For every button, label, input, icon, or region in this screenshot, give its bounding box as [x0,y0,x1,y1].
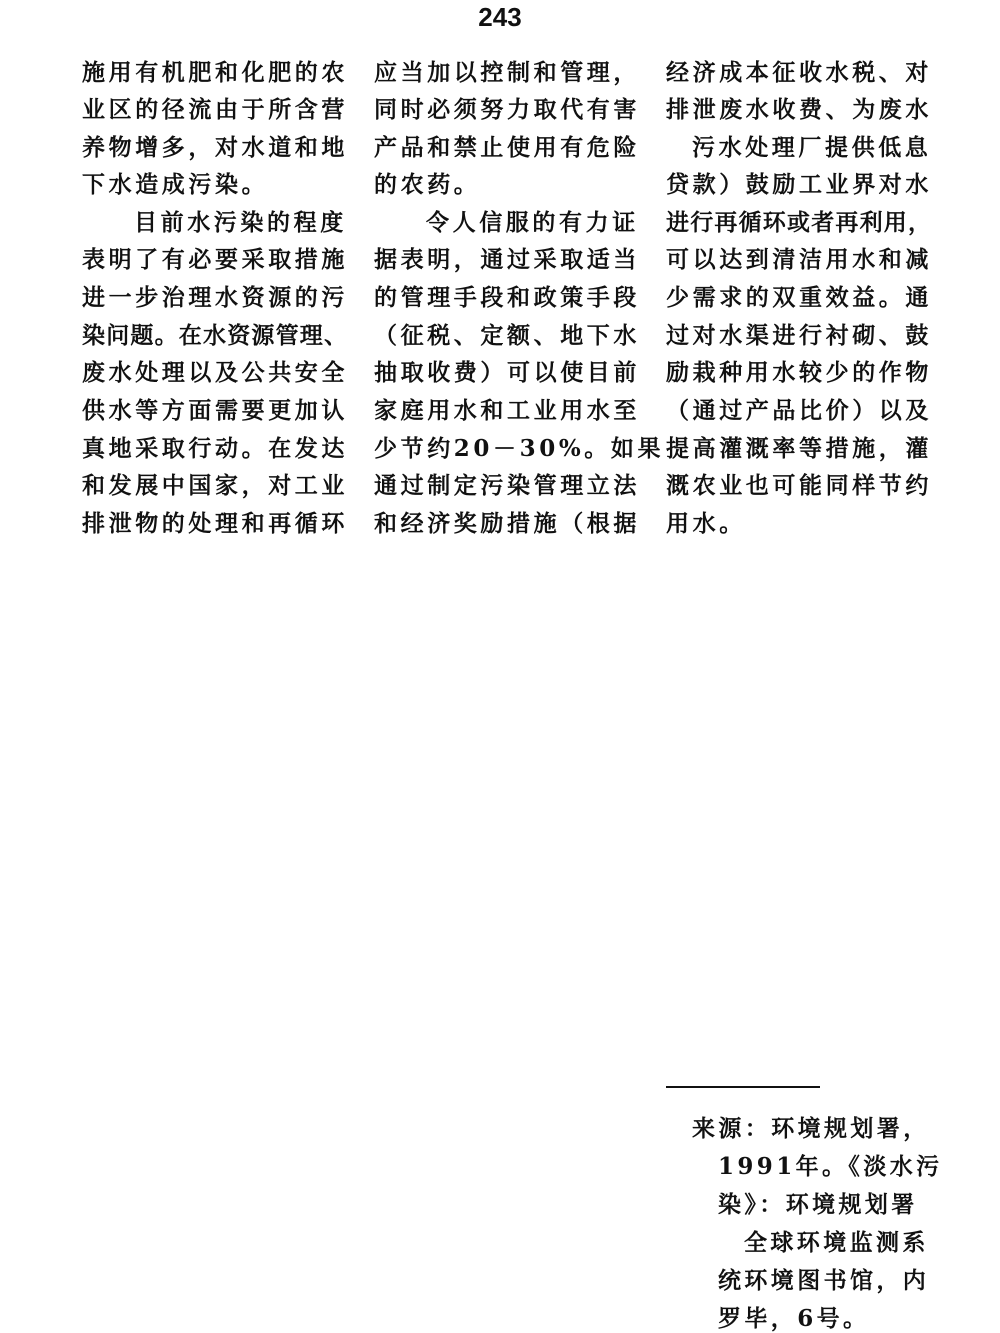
text-line: 进一步治理水资源的污 [82,284,348,311]
text-line: 污水处理厂提供低息 [692,134,932,161]
text-line: 供水等方面需要更加认 [82,397,348,424]
text-line: 真地采取行动。在发达 [82,435,348,462]
source-line: 罗毕，6号。 [718,1305,870,1332]
text-line: 过对水渠进行衬砌、鼓 [666,322,932,349]
footnote-divider [666,1086,820,1088]
text-line: 励栽种用水较少的作物 [666,359,932,386]
text-line: 排泄废水收费、为废水 [666,96,932,123]
text-line: （征税、定额、地下水 [374,322,640,349]
page-number: 243 [478,2,522,32]
text-line: 业区的径流由于所含营 [82,96,348,123]
text-line: 少节约20－30%。如果 [374,435,665,462]
text-line: 目前水污染的程度 [134,209,347,236]
text-line: 施用有机肥和化肥的农 [82,59,348,86]
text-line: 染问题。在水资源管理、 [82,322,349,349]
text-line: 家庭用水和工业用水至 [374,397,640,424]
text-line: 溉农业也可能同样节约 [666,472,932,499]
text-line: 和经济奖励措施（根据 [374,510,640,537]
text-line: 排泄物的处理和再循环 [82,510,348,537]
text-line: 提高灌溉率等措施，灌 [666,435,932,462]
text-line: 抽取收费）可以使目前 [374,359,640,386]
source-line: 统环境图书馆，内 [718,1267,930,1294]
text-line: 通过制定污染管理立法 [374,472,640,499]
text-line: 应当加以控制和管理， [374,59,640,86]
source-line: 来源：环境规划署， [692,1115,930,1142]
text-line: 的管理手段和政策手段 [374,284,640,311]
source-line: 1991年。《淡水污 [718,1153,943,1180]
text-line: 下水造成污染。 [82,171,269,198]
text-line: 少需求的双重效益。通 [666,284,932,311]
text-line: 表明了有必要采取措施 [82,246,348,273]
text-line: 用水。 [666,510,746,537]
text-line: 养物增多，对水道和地 [82,134,348,161]
source-line: 染》：环境规划署 [718,1191,918,1218]
source-line: 全球环境监测系 [744,1229,929,1256]
text-line: 产品和禁止使用有危险 [374,134,640,161]
text-line: 废水处理以及公共安全 [82,359,348,386]
text-line: 和发展中国家，对工业 [82,472,348,499]
text-line: 同时必须努力取代有害 [374,96,640,123]
text-line: 经济成本征收水税、对 [666,59,932,86]
text-line: 令人信服的有力证 [426,209,639,236]
text-line: （通过产品比价）以及 [666,397,932,424]
text-line: 贷款）鼓励工业界对水 [666,171,932,198]
text-line: 据表明，通过采取适当 [374,246,640,273]
text-line: 进行再循环或者再利用， [666,209,933,236]
text-line: 的农药。 [374,171,481,198]
text-line: 可以达到清洁用水和减 [666,246,932,273]
